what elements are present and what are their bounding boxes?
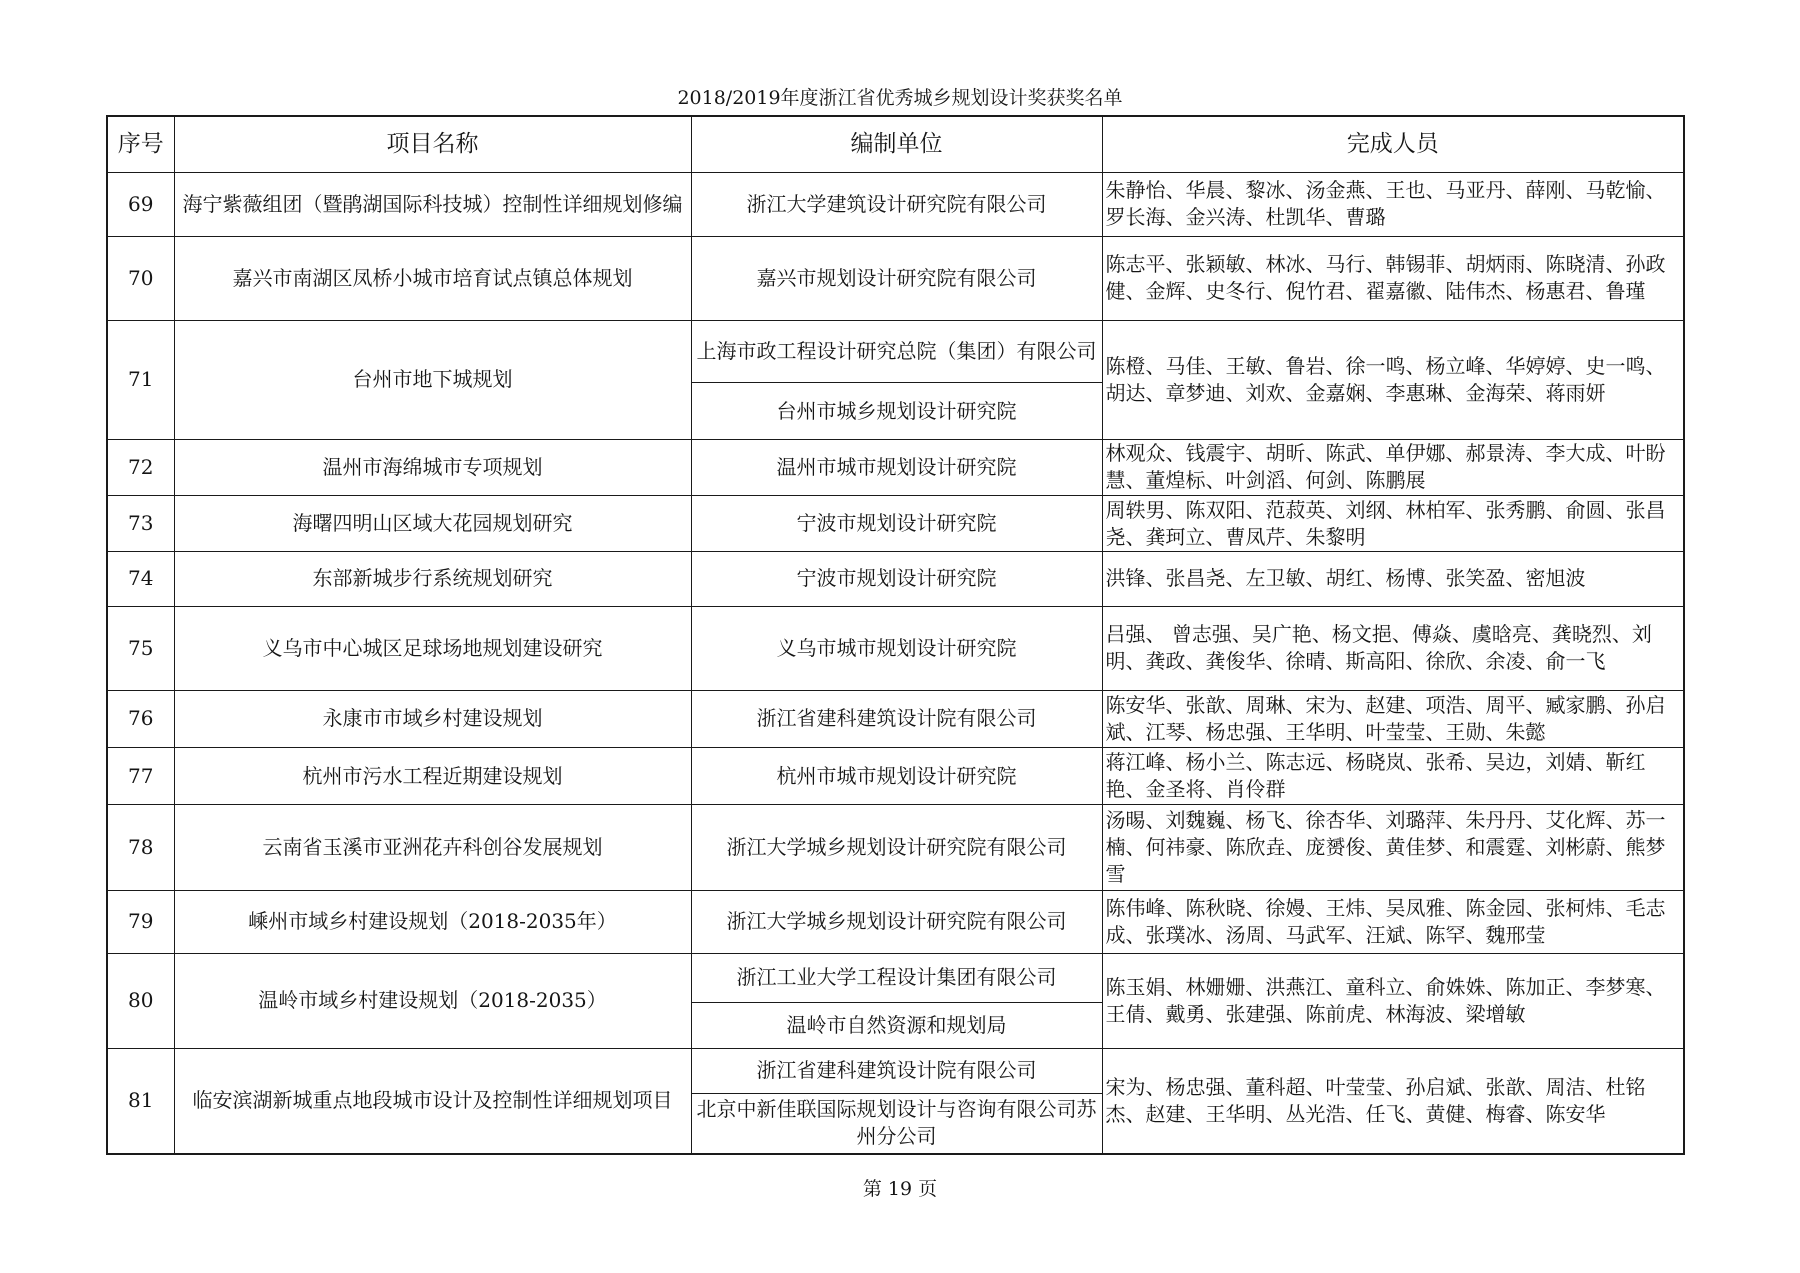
members: 陈安华、张歆、周琳、宋为、赵建、项浩、周平、臧家鹏、孙启斌、江琴、杨忠强、王华明、叶莹莹、王勋、朱懿 bbox=[1102, 690, 1684, 747]
unit-name: 浙江大学城乡规划设计研究院有限公司 bbox=[691, 891, 1102, 953]
members: 朱静怡、华晨、黎冰、汤金燕、王也、马亚丹、薛刚、马乾愉、罗长海、金兴涛、杜凯华、曹璐 bbox=[1102, 172, 1684, 237]
project-name: 永康市市域乡村建设规划 bbox=[174, 690, 691, 747]
unit-name: 宁波市规划设计研究院 bbox=[691, 552, 1102, 606]
unit-name: 台州市城乡规划设计研究院 bbox=[691, 383, 1102, 439]
project-name: 临安滨湖新城重点地段城市设计及控制性详细规划项目 bbox=[174, 1048, 691, 1154]
unit-name: 浙江省建科建筑设计院有限公司 bbox=[691, 1048, 1102, 1093]
members: 洪锋、张昌尧、左卫敏、胡红、杨博、张笑盈、密旭波 bbox=[1102, 552, 1684, 606]
table-row bbox=[107, 172, 1684, 237]
unit-name: 浙江大学城乡规划设计研究院有限公司 bbox=[691, 805, 1102, 891]
unit-name: 义乌市城市规划设计研究院 bbox=[691, 606, 1102, 690]
project-name: 台州市地下城规划 bbox=[174, 320, 691, 439]
table-row bbox=[107, 747, 1684, 804]
members: 宋为、杨忠强、董科超、叶莹莹、孙启斌、张歆、周洁、杜铭杰、赵建、王华明、丛光浩、任飞、黄健、梅睿、陈安华 bbox=[1102, 1048, 1684, 1154]
table-row bbox=[107, 237, 1684, 321]
header-project: 项目名称 bbox=[174, 116, 691, 172]
unit-name: 宁波市规划设计研究院 bbox=[691, 496, 1102, 552]
project-name: 海宁紫薇组团（暨鹃湖国际科技城）控制性详细规划修编 bbox=[174, 172, 691, 237]
members: 陈玉娟、林姗姗、洪燕江、童科立、俞姝姝、陈加正、李梦寒、王倩、戴勇、张建强、陈前虎、林海波、梁增敏 bbox=[1102, 953, 1684, 1048]
members: 林观众、钱震宇、胡昕、陈武、单伊娜、郝景涛、李大成、叶盼慧、董煌标、叶剑滔、何剑、陈鹏展 bbox=[1102, 439, 1684, 495]
members: 周轶男、陈双阳、范菽英、刘纲、林柏军、张秀鹏、俞圆、张昌尧、龚珂立、曹凤芹、朱黎明 bbox=[1102, 496, 1684, 552]
table-header-row bbox=[107, 116, 1684, 172]
header-members: 完成人员 bbox=[1102, 116, 1684, 172]
project-name: 义乌市中心城区足球场地规划建设研究 bbox=[174, 606, 691, 690]
table-row bbox=[107, 953, 1684, 1002]
members: 蒋江峰、杨小兰、陈志远、杨晓岚、张希、吴边，刘婧、靳红艳、金圣将、肖伶群 bbox=[1102, 747, 1684, 804]
row-number: 70 bbox=[107, 237, 174, 321]
table-row bbox=[107, 606, 1684, 690]
unit-name: 杭州市城市规划设计研究院 bbox=[691, 747, 1102, 804]
table-row bbox=[107, 439, 1684, 495]
table-row bbox=[107, 805, 1684, 891]
unit-name: 浙江工业大学工程设计集团有限公司 bbox=[691, 953, 1102, 1002]
row-number: 79 bbox=[107, 891, 174, 953]
row-number: 80 bbox=[107, 953, 174, 1048]
document-title: 2018/2019年度浙江省优秀城乡规划设计奖获奖名单 bbox=[677, 87, 1123, 109]
project-name: 东部新城步行系统规划研究 bbox=[174, 552, 691, 606]
row-number: 73 bbox=[107, 496, 174, 552]
table-row bbox=[107, 552, 1684, 606]
table-row bbox=[107, 320, 1684, 382]
members: 吕强、 曾志强、吴广艳、杨文挹、傅焱、虞晗亮、龚晓烈、刘明、龚政、龚俊华、徐晴、斯高阳、徐欣、余凌、俞一飞 bbox=[1102, 606, 1684, 690]
project-name: 杭州市污水工程近期建设规划 bbox=[174, 747, 691, 804]
members: 汤晹、刘魏巍、杨飞、徐杏华、刘璐萍、朱丹丹、艾化辉、苏一楠、何祎豪、陈欣垚、庞赟俊、黄佳梦、和震霆、刘彬蔚、熊梦雪 bbox=[1102, 805, 1684, 891]
row-number: 81 bbox=[107, 1048, 174, 1154]
members: 陈橙、马佳、王敏、鲁岩、徐一鸣、杨立峰、华婷婷、史一鸣、胡达、章梦迪、刘欢、金嘉娴、李惠琳、金海荣、蒋雨妍 bbox=[1102, 320, 1684, 439]
unit-name: 温州市城市规划设计研究院 bbox=[691, 439, 1102, 495]
row-number: 77 bbox=[107, 747, 174, 804]
table-row bbox=[107, 891, 1684, 953]
unit-name: 上海市政工程设计研究总院（集团）有限公司 bbox=[691, 320, 1102, 382]
project-name: 嘉兴市南湖区凤桥小城市培育试点镇总体规划 bbox=[174, 237, 691, 321]
unit-name: 温岭市自然资源和规划局 bbox=[691, 1002, 1102, 1048]
project-name: 云南省玉溪市亚洲花卉科创谷发展规划 bbox=[174, 805, 691, 891]
project-name: 温岭市域乡村建设规划（2018-2035） bbox=[174, 953, 691, 1048]
header-unit: 编制单位 bbox=[691, 116, 1102, 172]
table-row bbox=[107, 1048, 1684, 1093]
unit-name: 北京中新佳联国际规划设计与咨询有限公司苏州分公司 bbox=[691, 1093, 1102, 1154]
row-number: 72 bbox=[107, 439, 174, 495]
row-number: 71 bbox=[107, 320, 174, 439]
table-row bbox=[107, 496, 1684, 552]
row-number: 69 bbox=[107, 172, 174, 237]
unit-name: 浙江省建科建筑设计院有限公司 bbox=[691, 690, 1102, 747]
row-number: 75 bbox=[107, 606, 174, 690]
row-number: 74 bbox=[107, 552, 174, 606]
members: 陈伟峰、陈秋晓、徐嫚、王炜、吴凤雅、陈金园、张柯炜、毛志成、张璞冰、汤周、马武军、汪斌、陈罕、魏邢莹 bbox=[1102, 891, 1684, 953]
table-row bbox=[107, 690, 1684, 747]
unit-name: 嘉兴市规划设计研究院有限公司 bbox=[691, 237, 1102, 321]
project-name: 温州市海绵城市专项规划 bbox=[174, 439, 691, 495]
members: 陈志平、张颖敏、林冰、马行、韩锡菲、胡炳雨、陈晓清、孙政健、金辉、史冬行、倪竹君、翟嘉徽、陆伟杰、杨惠君、鲁瑾 bbox=[1102, 237, 1684, 321]
row-number: 78 bbox=[107, 805, 174, 891]
row-number: 76 bbox=[107, 690, 174, 747]
awards-table bbox=[106, 115, 1685, 1155]
page-number: 第 19 页 bbox=[862, 1178, 938, 1200]
project-name: 嵊州市域乡村建设规划（2018-2035年） bbox=[174, 891, 691, 953]
project-name: 海曙四明山区域大花园规划研究 bbox=[174, 496, 691, 552]
header-no: 序号 bbox=[107, 116, 174, 172]
unit-name: 浙江大学建筑设计研究院有限公司 bbox=[691, 172, 1102, 237]
